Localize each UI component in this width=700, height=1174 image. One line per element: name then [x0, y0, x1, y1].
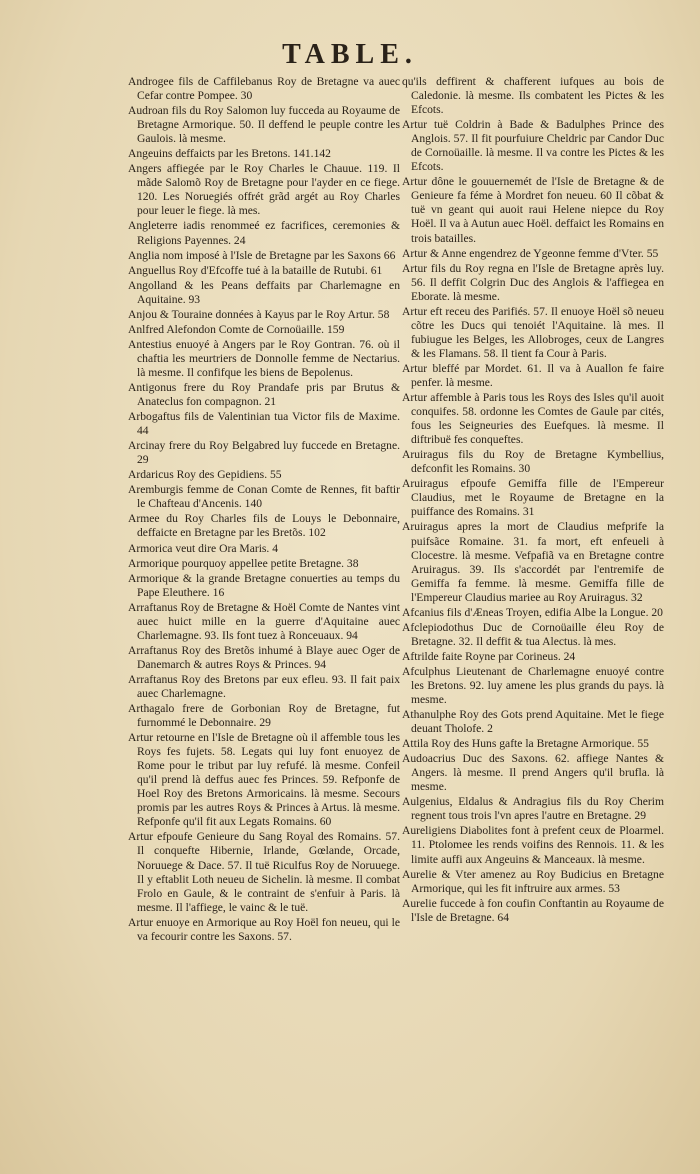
index-entry: Armorica veut dire Ora Maris. 4: [128, 541, 279, 555]
page-title: TABLE.: [282, 39, 418, 70]
index-entry: Aremburgis femme de Conan Comte de Rennes, fit baftir le Chafteau d'Ancenis. 140: [128, 483, 400, 511]
index-entry: qu'ils deffirent & chafferent iufques au bois de Caledonie. là mesme. Ils combatent les Pictes & les Efcots.: [402, 75, 664, 117]
index-entry: Angers affiegée par le Roy Charles le Chauue. 119. Il mãde Salomõ Roy de Bretagne pour l'ayder en ce fiege. 120. Les Noruegiés offrét grãd argét au Roy Charles pour leuer le fiege. là mes.: [128, 162, 400, 218]
index-entry: Anglia nom imposé à l'Isle de Bretagne par les Saxons 66: [128, 248, 396, 262]
index-entry: Aruiragus efpoufe Gemiffa fille de l'Empereur Claudius, met le Royaume de Bretagne en la puiffance des Romains. 31: [402, 477, 664, 519]
index-entry: Audroan fils du Roy Salomon luy fucceda au Royaume de Bretagne Armorique. 50. Il deffend le peuple contre les Gaulois. là mesme.: [128, 104, 400, 146]
index-entry: Armee du Roy Charles fils de Louys le Debonnaire, deffaicte en Bretagne par les Bretõs. 102: [128, 512, 400, 540]
index-entry: Arthagalo frere de Gorbonian Roy de Bretagne, fut furnommé le Debonnaire. 29: [128, 702, 400, 730]
index-entry: Anguellus Roy d'Efcoffe tué à la bataille de Rutubi. 61: [128, 263, 383, 277]
index-entry: Artur tuë Coldrin à Bade & Badulphes Prince des Anglois. 57. Il fit pourfuiure Cheldric par Candor Duc de Cornoüaille. là mesme. Il va contre les Pictes & les Efcots.: [402, 118, 664, 174]
index-entry: Aulgenius, Eldalus & Andragius fils du Roy Cherim regnent tous trois l'vn apres l'autre en Bretagne. 29: [402, 795, 664, 823]
index-entry: Armorique & la grande Bretagne conuerties au temps du Pape Eleuthere. 16: [128, 571, 400, 599]
index-entry: Arraftanus Roy des Bretons par eux efleu. 93. Il fait paix auec Charlemagne.: [128, 672, 400, 700]
index-entry: Artur retourne en l'Isle de Bretagne où il affemble tous les Roys fes fujets. 58. Legats qui luy font enuoyez de Rome pour le tribut par luy refufé. là mesme. Confeil qu'il prend là deffus auec fes Princes. 59. Refponfe de Hoel Roy des Bretons Armoricains. là mesme. Secours promis par les autres Roys & Princes à Artus. là mesme. Refponfe qu'il fit aux Legats Romains. 60: [128, 731, 400, 829]
index-entry: Angolland & les Peans deffaits par Charlemagne en Aquitaine. 93: [128, 278, 400, 306]
index-entry: Artur & Anne engendrez de Ygeonne femme d'Vter. 55: [402, 246, 659, 260]
index-entry: Afculphus Lieutenant de Charlemagne enuoyé contre les Bretons. 92. luy amene les plus grands du pays. là mesme.: [402, 664, 664, 707]
index-entry: Aurelie & Vter amenez au Roy Budicius en Bretagne Armorique, qui les fit inftruire aux armes. 53: [402, 867, 664, 895]
index-entry: Ardaricus Roy des Gepidiens. 55: [128, 468, 282, 482]
right-column: [402, 75, 664, 926]
index-entry: Aruiragus fils du Roy de Bretagne Kymbellius, defconfit les Romains. 30: [402, 448, 664, 476]
index-entry: Arraftanus Roy de Bretagne & Hoël Comte de Nantes vint auec huict mille en la guerre d'Aquitaine auec Charlemagne. 93. Ils font tuez à Ronceuaux. 94: [128, 600, 400, 642]
index-entry: Aruiragus apres la mort de Claudius mefprife la puifsãce Romaine. 31. fa mort, eft enfeueli à Clocestre. là mesme. Vefpafiã va en Bretagne contre Aruiragus. 39. Ils s'accordét par l'entremife de Gemiffa fa femme. là mesme. Gemiffa fille de l'Empereur Claudius mariee au Roy Aruiragus. 32: [402, 520, 664, 604]
index-entry: Anjou & Touraine données à Kayus par le Roy Artur. 58: [128, 307, 390, 321]
index-entry: Artur eft receu des Parifiés. 57. Il enuoye Hoël sõ neueu cõtre les Ducs qui tenoiét l'Aquitaine. là mes. Il fubiugue les Belges, les Allobroges, ceux de Langres & les Flamans. 58. Il tient fa Cour à Paris.: [402, 304, 664, 360]
index-entry: Aftrilde faite Royne par Corineus. 24: [402, 649, 576, 663]
index-entry: Artur enuoye en Armorique au Roy Hoël fon neueu, qui le va fecourir contre les Saxons. 57.: [128, 915, 400, 943]
index-entry: Afclepiodothus Duc de Cornoüaille éleu Roy de Bretagne. 32. Il deffit & tua Alectus. là mes.: [402, 620, 664, 648]
index-entry: Artur fils du Roy regna en l'Isle de Bretagne après luy. 56. Il deffit Colgrin Duc des Anglois & l'affiegea en Eborate. là mesme.: [402, 261, 664, 303]
index-entry: Audoacrius Duc des Saxons. 62. affiege Nantes & Angers. là mesme. Il prend Angers qu'il brufla. là mesme.: [402, 752, 664, 794]
index-entry: Androgee fils de Caffilebanus Roy de Bretagne va auec Cefar contre Pompee. 30: [128, 75, 400, 103]
index-entry: Antestius enuoyé à Angers par le Roy Gontran. 76. où il chaftia les meurtriers de Donnolle femme de Nectarius. là mesme. Il confifque les biens de Bepolenus.: [128, 337, 400, 379]
index-entry: Angeuins deffaicts par les Bretons. 141.142: [128, 147, 331, 161]
index-entry: Artur efpoufe Genieure du Sang Royal des Romains. 57. Il conquefte Hibernie, Irlande, Gœlande, Orcade, Noruuege & Dace. 57. Il tuë Riculfus Roy de Noruuege. Il y eftablit Loth neueu de Sichelin. là mesme. Il combat Frolo en Gaule, & le contraint de s'enfuir à Paris. là mesme. Il l'affiege, le vainc & le tuë.: [128, 830, 400, 914]
index-entry: Anlfred Alefondon Comte de Cornoüaille. 159: [128, 322, 345, 336]
index-entry: Arcinay frere du Roy Belgabred luy fuccede en Bretagne. 29: [128, 439, 400, 467]
index-entry: Armorique pourquoy appellee petite Bretagne. 38: [128, 556, 359, 570]
index-entry: Attila Roy des Huns gafte la Bretagne Armorique. 55: [402, 737, 649, 751]
index-entry: Afcanius fils d'Æneas Troyen, edifia Albe la Longue. 20: [402, 605, 663, 619]
index-entry: Artur affemble à Paris tous les Roys des Isles qu'il auoit conquifes. 58. ordonne les Comtes de Gaule par cités, fous les Seigneuries des Euefques. là mesme. Il diftribuë fes conqueftes.: [402, 391, 664, 447]
index-entry: Antigonus frere du Roy Prandafe pris par Brutus & Anateclus fon compagnon. 21: [128, 380, 400, 409]
index-entry: Arbogaftus fils de Valentinian tua Victor fils de Maxime. 44: [128, 410, 400, 438]
index-entry: Aureligiens Diabolites font à prefent ceux de Ploarmel. 11. Ptolomee les rends voifins des Rennois. 11. & les limite auffi aux Angeuins & Manceaux. là mesme.: [402, 824, 664, 866]
left-column: [128, 75, 400, 945]
index-entry: Artur bleffé par Mordet. 61. Il va à Auallon fe faire penfer. là mesme.: [402, 361, 664, 389]
index-entry: Arraftanus Roy des Bretõs inhumé à Blaye auec Oger de Danemarch & autres Roys & Princes. 94: [128, 643, 400, 671]
index-entry: Artur dône le gouuernemét de l'Isle de Bretagne & de Genieure fa féme à Mordret fon neueu. 60 Il cõbat & tuë vn geant qui auoit raui Helene niepce du Roy Hoël. Il va à Autun auec Hoël. deffaict les Romains en trois batailles.: [402, 175, 664, 245]
index-entry: Angleterre iadis renommeé ez facrifices, ceremonies & Religions Payennes. 24: [128, 219, 400, 247]
index-entry: Athanulphe Roy des Gots prend Aquitaine. Met le fiege deuant Tholofe. 2: [402, 708, 664, 736]
index-entry: Aurelie fuccede à fon coufin Conftantin au Royaume de l'Isle de Bretagne. 64: [402, 896, 664, 924]
